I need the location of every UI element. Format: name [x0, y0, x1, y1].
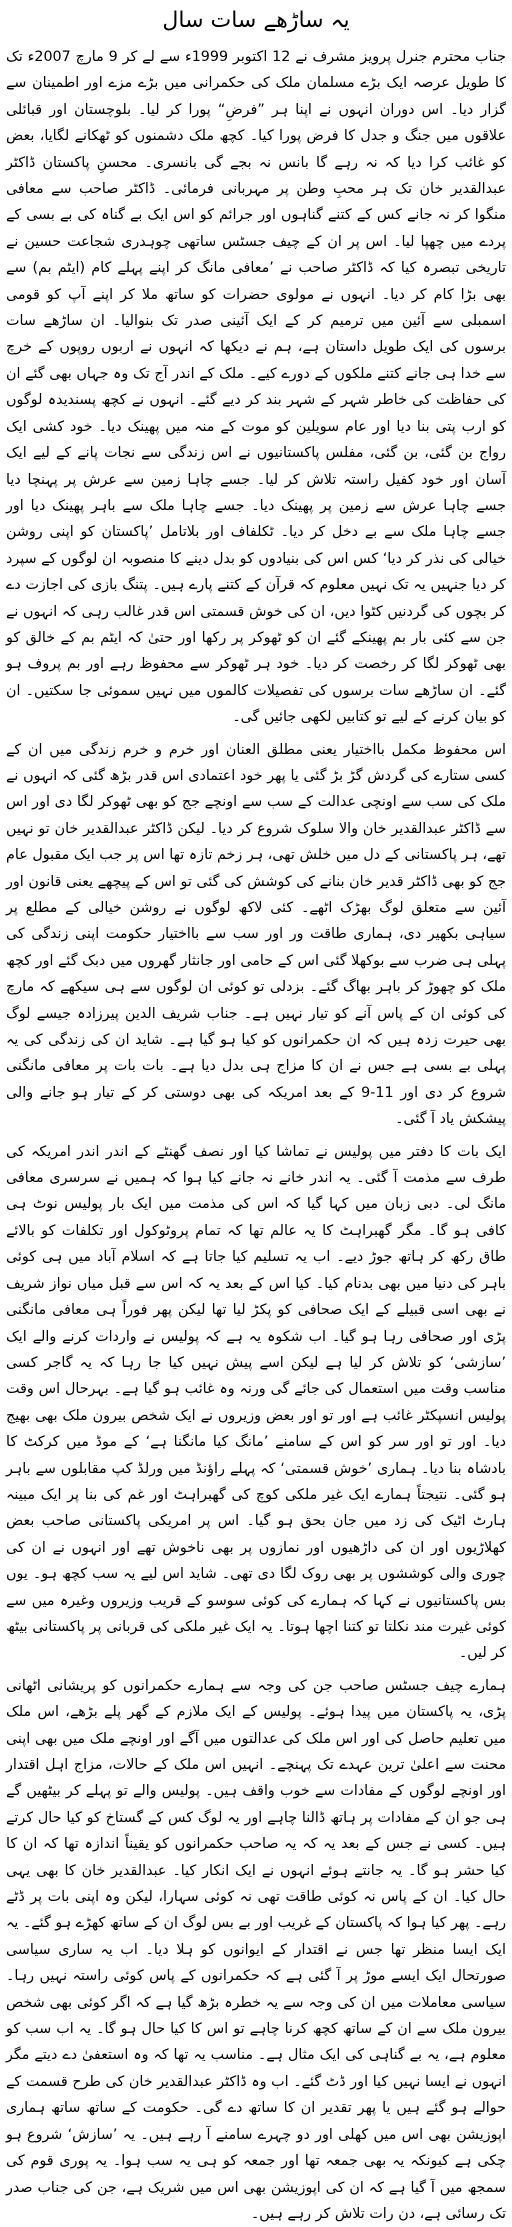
article-paragraph-4: ہمارے چیف جسٹس صاحب جن کی وجہ سے ہمارے حکمرانوں کو پریشانی اٹھانی پڑی، یہ پاکستان میں پیدا ہوئے۔ پولیس کے ایک ملازم کے گھر پلے بڑھے، اس ملک میں تعلیم حاصل کی اور اس ملک کی عدالتوں میں آگے اور اونچے ملک میں بھی اپنی محنت سے اعلیٰ ترین عہدے تک پہنچے۔ انہیں اس ملک کے حالات، مزاج اہل اقتدار اور اونچے لوگوں کے مفادات سے خوب واقف ہیں۔ پولیس والے تو پہلے کر بیٹھیں گے ہی جو ان کے مفادات پر ہاتھ ڈالنا چاہے اور یہ لوگ کس کے گستاخ کو کیا حال کرتے ہیں۔ کسی نے جس کے بعد یہ کہ یہ صاحب حکمرانوں کو یقیناً اندازہ تھا کہ ان کا کیا حشر ہو گا۔ یہ جانتے ہوئے انہوں نے ایک انکار کیا۔ عبدالقدیر خان کا بھی یہی حال کیا۔ ان کے پاس نہ کوئی طاقت تھی نہ کوئی سہارا، لیکن وہ اپنی بات پر ڈٹے رہے۔ پھر کیا ہوا کہ پاکستان کے غریب اور بے بس لوگ ان کے ساتھ کھڑے ہو گئے۔ یہ ایک ایسا منظر تھا جس نے اقتدار کے ایوانوں کو ہلا دیا۔ اب یہ ساری سیاسی صورتحال ایک ایسے موڑ پر آ گئی ہے کہ حکمرانوں کے پاس کوئی راستہ نہیں رہا۔ سیاسی معاملات میں ان کی وجہ سے یہ خطرہ بڑھ گیا ہے کہ اگر کوئی بھی شخص بیرون ملک سے ان کے ساتھ کچھ کرنا چاہے تو اس کا کیا حال ہو گا۔ یہ اب سب کو معلوم ہے، یہ بے گناہی کی ایک مثال ہے۔ مناسب یہ تھا کہ وہ استعفیٰ دے دیتے مگر انہوں نے ایسا نہیں کیا اور ڈٹ گئے۔ اب وہ ڈاکٹر عبدالقدیر خان کی طرح قسمت کے حوالے ہو گئے ہیں یا پھر تقدیر ان کا ساتھ دے گی۔ حکومت کے ساتھ ساتھ ہماری اپوزیشن بھی اس میں کھلی اور دو چہرے سامنے آ رہے ہیں۔ یہ ’سازش‘ شروع ہو چکی ہے کیونکہ یہ بھی جمعہ تھا اور جمعہ کو ہی یہ سب ہوا۔ یہ پوری قوم کی سمجھ میں آ گیا ہے کہ ان کی اپوزیشن بھی اس میں شریک ہے، جن کی جناب صدر تک رسائی ہے، دن رات تلاش کر رہے ہیں۔	[6, 1677, 506, 2222]
article-paragraph-3: ایک بات کا دفتر میں پولیس نے تماشا کیا اور نصف گھنٹے کے اندر اندر امریکہ کی طرف سے مذمت آ گئی۔ یہ اندر خانے نہ جانے کیا ہوا کہ ہمیں نے سرسری معافی مانگ لی۔ دبی زبان میں کہا گیا کہ اس کی مذمت میں ایک بار پولیس نوٹ ہی کافی ہو گا۔ مگر گھبراہٹ کا یہ عالم تھا کہ تمام پروٹوکول اور تکلفات کو بالائے طاق رکھ کر ہاتھ جوڑ دیے۔ اب یہ تسلیم کیا جاتا ہے کہ اسلام آباد میں ہی کوئی باہر کی دنیا میں بھی بدنام کیا۔ کیا اس کے بعد یہ کہ اس سے قبل میاں نواز شریف نے بھی اسی قبیلے کے ایک صحافی کو پکڑ لیا تھا لیکن پھر فوراً ہی معافی مانگنی پڑی اور صحافی رہا ہو گیا۔ اب شکوہ یہ ہے کہ پولیس نے واردات کرنے والے ایک ’سازشی‘ کو تلاش کر لیا ہے لیکن اسے پیش نہیں کیا جا رہا کہ یہ گاجر کسی مناسب وقت میں استعمال کی جائے گی ورنہ وہ غائب ہو گیا ہے۔ بہرحال اس وقت پولیس انسپکٹر غائب ہے اور تو اور بعض وزیروں نے ایک شخص بیرون ملک بھی بھیج دیا۔ اور تو اور سر کو اس کے سامنے ’مانگ کیا مانگنا ہے‘ کے موڈ میں کرکٹ کا بادشاہ بنا دیا۔ ہماری ’خوش قسمتی‘ کہ پہلے راؤنڈ میں ورلڈ کپ مقابلوں سے باہر ہو گئی۔ نتیجتاً ہمارے ایک غیر ملکی کوچ کی گھبراہٹ اور غم کی بنا پر ایک مبینہ ہارٹ اٹیک کی زد میں جان بحق ہو گیا۔ اس پر امریکی پاکستانی صاحب بعض کھلاڑیوں اور ان کی داڑھیوں اور نمازوں پر بھی ناخوش تھے اور انہوں نے ان کی چوری والی کوششوں پر بھی روک لگا دی تھی۔ شاید اس لیے یہ سب کچھ ہو۔ یوں بس پاکستانیوں نے کہا کہ ہمارے کی کوئی سوسو کے قریب وزیروں وغیرہ میں سے کوئی غیرت مند نکلتا تو کتنا اچھا ہوتا۔ یہ ایک غیر ملکی کی قربانی پر پاکستانی بیٹھ کر لیں۔	[6, 1143, 506, 1662]
article-paragraph-1: جناب محترم جنرل پرویز مشرف نے 12 اکتوبر 1999ء سے لے کر 9 مارچ 2007ء تک کا طویل عرصہ ایک بڑے مسلمان ملک کی حکمرانی میں بڑے مزے اور اطمینان سے گزار دیا۔ اس دوران انہوں نے اپنا ہر ”فرضِ“ پورا کر لیا۔ بلوچستان اور قبائلی علاقوں میں جنگ و جدل کا فرض پورا کیا۔ کچھ ملک دشمنوں کو ٹھکانے لگایا، بعض کو غائب کرا دیا کہ نہ رہے گا بانس نہ بجے گی بانسری۔ محسنِ پاکستان ڈاکٹر عبدالقدیر خان تک ہر محبِ وطن پر مہربانی فرمائی۔ ڈاکٹر صاحب سے معافی منگوا کر نہ جانے کس کے کتنے گناہوں اور جرائم کو اس ایک بے گناہ کی بے بسی کے پردے میں چھپا لیا۔ اس پر ان کے چیف جسٹس ساتھی چوہدری شجاعت حسین نے تاریخی تبصرہ کیا کہ ڈاکٹر صاحب نے ’معافی مانگ کر اپنے پہلے کام (ایٹم بم) سے بھی بڑا کام کر دیا۔ انہوں نے مولوی حضرات کو ساتھ ملا کر اپنے آپ کو قومی اسمبلی سے آئین میں ترمیم کر کے ایک آئینی صدر تک بنوالیا۔ ان ساڑھے سات برسوں کی ایک طویل داستان ہے، ہم نے دیکھا کہ انہوں نے اربوں روپوں کے خرچ سے خدا ہی جانے کتنے ملکوں کے دورے کیے۔ ملک کے اندر آج تک وہ جہاں بھی گئے ان کی حفاظت کی خاطر شہر کے شہر بند کر دیے گئے۔ انہوں نے کچھ پسندیدہ لوگوں کو ارب پتی بنا دیا اور عام سویلین کو موت کے منہ میں پھینک دیا۔ خود کشی ایک رواج بن گئی، بن گئی، مفلس پاکستانیوں نے اس زندگی سے نجات پانے کے لیے ایک آسان اور خود کفیل راستہ تلاش کر لیا۔ جسے چاہا زمین سے عرش پر پہنچا دیا جسے چاہا عرش سے زمین پر پھینک دیا۔ جسے چاہا ملک سے باہر پھینک دیا اور جسے چاہا ملک سے بے دخل کر دیا۔ ٹکلفاف اور بلاتامل ’پاکستان کو اپنی روشن خیالی کی نذر کر دیا‘ کس اس کی بنیادوں کو بدل دینے کا منصوبہ ان لوگوں کے سپرد کر دیا جنہیں یہ تک نہیں معلوم کہ قرآن کے کتنے پارے ہیں۔ پتنگ بازی کی اجازت دے کر بچوں کی گردنیں کٹوا دیں، ان کی خوش قسمتی اس قدر غالب رہی کہ انہوں نے جن سے کئی بار بم پھینکے گئے ان کو ٹھوکر پر رکھا اور حتیٰ کہ ایٹم بم کے خالق کو بھی ٹھوکر لگا کر رخصت کر دیا۔ خود ہر ٹھوکر سے محفوظ رہے اور بم پروف ہو گئے۔ ان ساڑھے سات برسوں کی تفصیلات کالموں میں نہیں سموئی جا سکتیں۔ ان کو بیان کرنے کے لیے تو کتابیں لکھی جائیں گی۔	[6, 49, 506, 726]
article-paragraph-2: اس محفوظ مکمل بااختیار یعنی مطلق العنان اور خرم و خرم زندگی میں ان کے کسی ستارے کی گردش گڑ بڑ گئی یا پھر خود اعتمادی اس قدر بڑھ گئی کہ انہوں نے ملک کی سب سے اونچی عدالت کے سب سے اونچے جج کو بھی ٹھوکر لگا دی اور اس سے ڈاکٹر عبدالقدیر خان والا سلوک شروع کر دیا۔ لیکن ڈاکٹر عبدالقدیر خان تو نہیں تھے، ہر پاکستانی کے دل میں خلش تھی، ہر زخم تازہ تھا اس پر جب ایک مقبول عام جج کو بھی ڈاکٹر قدیر خان بنانے کی کوشش کی گئی تو اس کے پیچھے یعنی قانون اور آئین سے متعلق لوگ بھڑک اٹھے۔ کئی لاکھ لوگوں نے روشن خیالی کے مطلع پر سیاہی بکھیر دی، ہماری طاقت ور اور سب سے بااختیار حکومت اپنی زندگی کی پہلی ہی ضرب سے بوکھلا گئی اس کے حامی اور جانثار گھروں میں دبک گئے اور کچھ ملک کو چھوڑ کر باہر بھاگ گئے۔ بزدلی تو کوئی ان لوگوں سے ہی سیکھے کہ مارچ کی کوئی ان کے پاس آنے کو تیار نہیں ہے۔ جناب شریف الدین پیرزادہ جیسے لوگ بھی حیرت زدہ ہیں کہ ان حکمرانوں کو کیا ہو گیا ہے۔ شاید ان کی زندگی کی یہ پہلی بے بسی ہے جس نے ان کا مزاج ہی بدل دیا ہے۔ بات بات پر معافی مانگنی شروع کر دی اور 11-9 کے بعد امریکہ کی بھی دوستی کر کے تیار ہو جانے والی پیشکش یاد آ گئی۔	[6, 741, 507, 1128]
article-title: یہ ساڑھے سات سال	[162, 8, 350, 33]
article-body	[6, 44, 506, 2227]
